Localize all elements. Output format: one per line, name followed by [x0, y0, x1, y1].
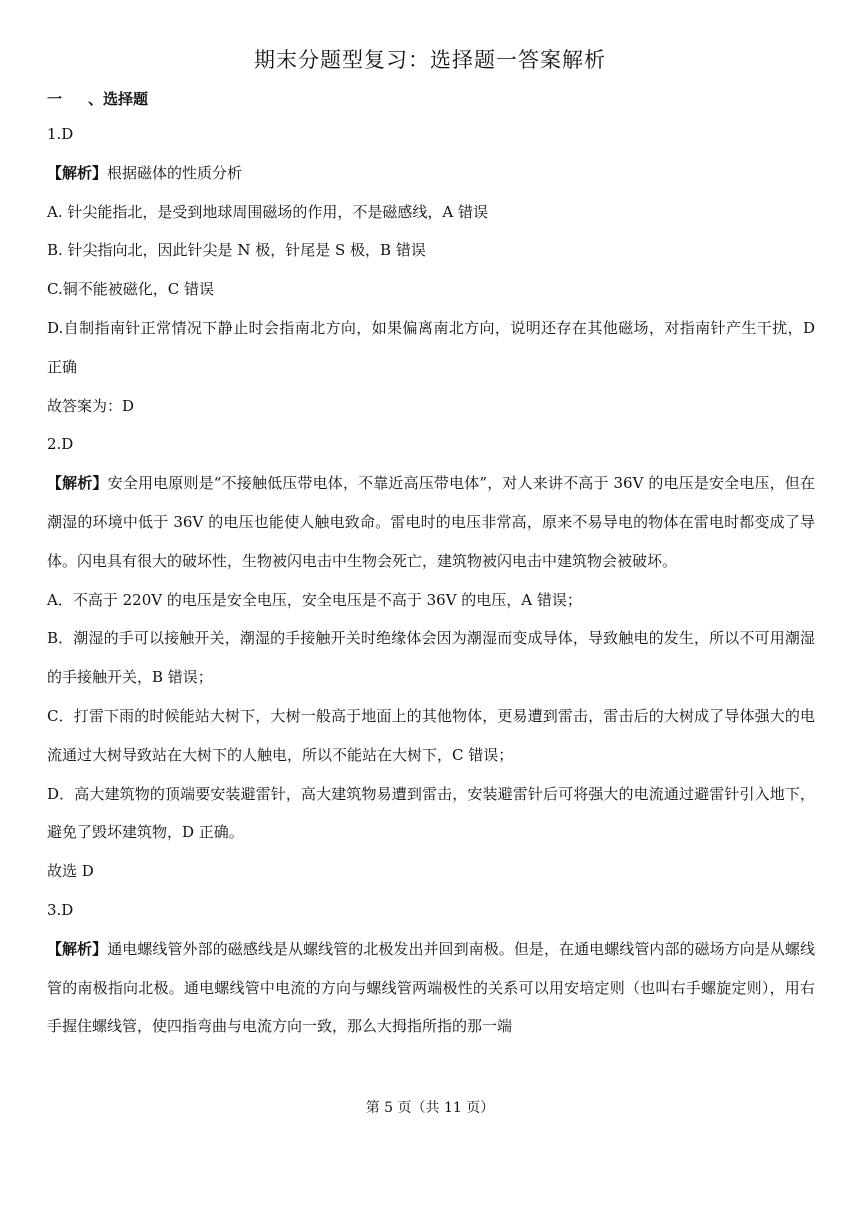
analysis-tag: 【解析】 [47, 474, 108, 493]
question-3-answer: 3.D [47, 900, 74, 919]
question-1-answer: 1.D [47, 125, 74, 143]
question-1-analysis [47, 154, 815, 193]
analysis-text: 根据磁体的性质分析 [107, 163, 243, 182]
analysis-tag: 【解析】 [47, 939, 108, 958]
analysis-text: 通电螺线管外部的磁感线是从螺线管的北极发出并回到南极。但是，在通电螺线管内部的磁场方向是从螺线管的南极指向北极。通电螺线管中电流的方向与螺线管两端极性的关系可以用安培定则（也叫右手螺旋定则），用右手握住螺线管，使四指弯曲与电流方向一致，那么大拇指所指的那一端 [47, 939, 815, 1036]
section-label: 、选择题 [88, 90, 149, 108]
page-footer: 第 5 页（共 11 页） [365, 1100, 495, 1116]
question-2-conclusion: 故选 D [47, 862, 94, 881]
question-2-option-c: C．打雷下雨的时候能站大树下，大树一般高于地面上的其他物体，更易遭到雷击，雷击后的大树成了导体强大的电流通过大树导致站在大树下的人触电，所以不能站在大树下，C 错误； [47, 706, 815, 764]
question-2-option-b: B．潮湿的手可以接触开关，潮湿的手接触开关时绝缘体会因为潮湿而变成导体，导致触电的发生，所以不可用潮湿的手接触开关，B 错误； [47, 629, 815, 687]
question-1-conclusion: 故答案为：D [47, 396, 135, 415]
analysis-text: 安全用电原则是“不接触低压带电体，不靠近高压带电体”，对人来讲不高于 36V 的电压是安全电压，但在潮湿的环境中低于 36V 的电压也能使人触电致命。雷电时的电压非常高，原来不易导电的物体在雷电时都变成了导体。闪电具有很大的破坏性，生物被闪电击中生物会死亡，建筑物被闪电击中建筑物会被破坏。 [47, 474, 815, 570]
question-1-option-d: D.自制指南针正常情况下静止时会指南北方向，如果偏离南北方向，说明还存在其他磁场，对指南针产生干扰，D 正确 [47, 318, 815, 376]
analysis-tag: 【解析】 [47, 163, 108, 182]
question-3-analysis [47, 930, 815, 1046]
answer-content [47, 115, 815, 1046]
question-1-option-b: B. 针尖指向北，因此针尖是 N 极，针尾是 S 极，B 错误 [47, 241, 426, 260]
question-1-option-c: C.铜不能被磁化，C 错误 [47, 280, 214, 299]
page-title: 期末分题型复习：选择题一答案解析 [254, 48, 606, 72]
question-1-option-a: A. 针尖能指北，是受到地球周围磁场的作用，不是磁感线，A 错误 [47, 202, 488, 221]
question-2-answer: 2.D [47, 435, 74, 454]
question-2-option-a: A．不高于 220V 的电压是安全电压，安全电压是不高于 36V 的电压，A 错误； [47, 590, 582, 609]
question-2-option-d: D．高大建筑物的顶端要安装避雷针，高大建筑物易遭到雷击，安装避雷针后可将强大的电流通过避雷针引入地下，避免了毁坏建筑物，D 正确。 [47, 784, 815, 842]
section-heading [47, 88, 148, 109]
question-2-analysis [47, 464, 815, 580]
section-number: 一 [47, 90, 63, 108]
